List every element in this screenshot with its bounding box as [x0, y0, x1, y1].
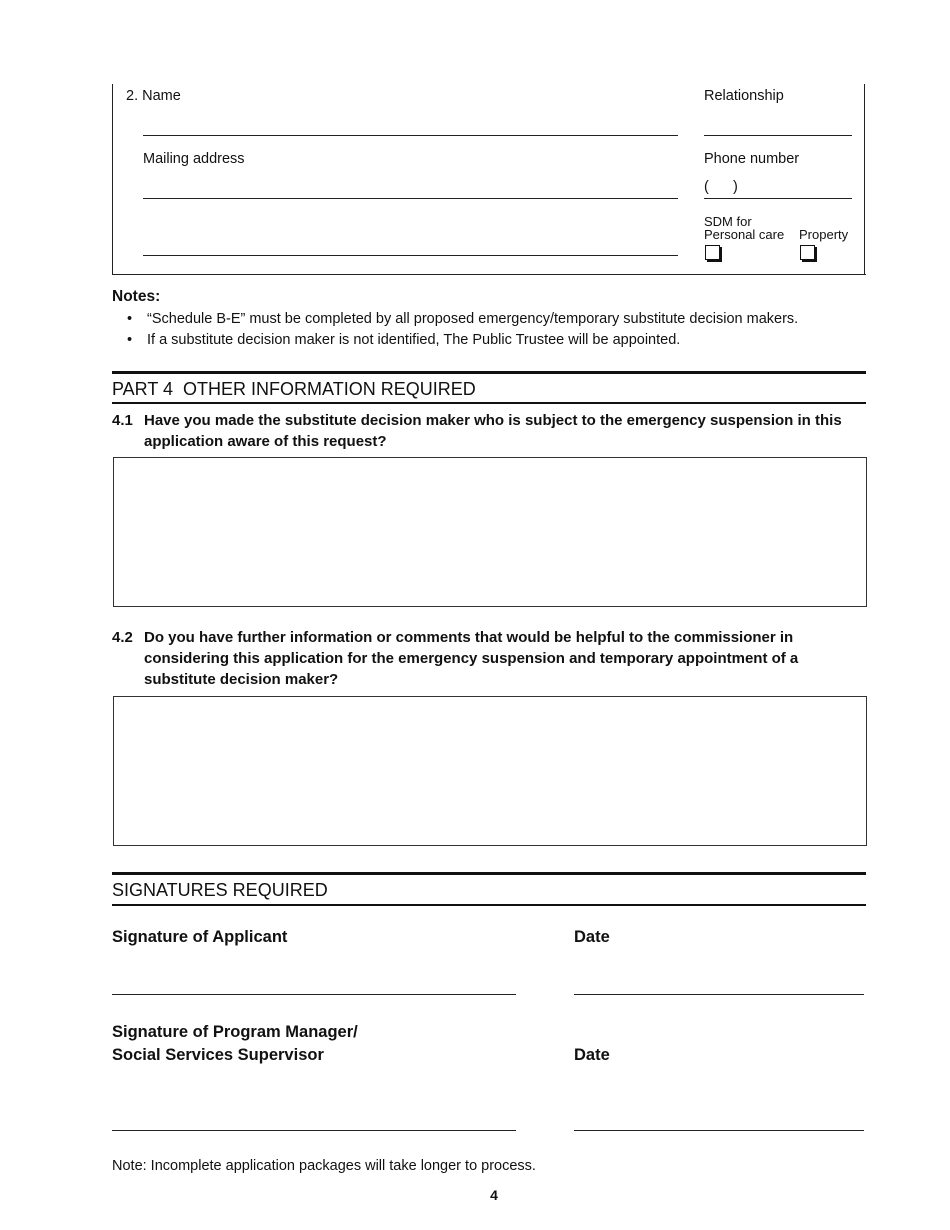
notes-bullet-2: • — [127, 332, 133, 348]
personal-care-checkbox[interactable] — [705, 245, 720, 260]
mailing-address-label: Mailing address — [143, 151, 245, 167]
property-checkbox[interactable] — [800, 245, 815, 260]
q41-text: Have you made the substitute decision maker who is subject to the emergency suspension in this application aware of this request? — [144, 412, 842, 450]
frame-bottom-border — [112, 274, 866, 275]
personal-care-label: Personal care — [704, 227, 785, 242]
name-label: 2. Name — [126, 88, 181, 104]
q41-answer-box[interactable] — [113, 457, 867, 607]
manager-signature-label-line1: Signature of Program Manager/ — [112, 1023, 358, 1041]
notes-item-2: If a substitute decision maker is not identified, The Public Trustee will be appointed. — [147, 332, 681, 348]
manager-date-field[interactable] — [574, 1130, 864, 1131]
applicant-signature-field[interactable] — [112, 994, 516, 995]
q42-number: 4.2 — [112, 629, 133, 646]
mailing-address-field-1[interactable] — [143, 198, 678, 199]
relationship-label: Relationship — [704, 88, 784, 104]
q42-text: Do you have further information or comments that would be helpful to the commissioner in considering this application for the emergency suspension and temporary appointment of a substitute decision maker? — [144, 629, 799, 688]
phone-area-code-format: ( ) — [704, 179, 738, 195]
frame-left-border — [112, 84, 113, 275]
q42-answer-box[interactable] — [113, 696, 867, 846]
part4-bottom-rule — [112, 402, 866, 404]
name-field[interactable] — [143, 135, 678, 136]
mailing-address-field-2[interactable] — [143, 255, 678, 256]
notes-title: Notes: — [112, 288, 161, 305]
applicant-date-label: Date — [574, 928, 610, 946]
notes-item-1: “Schedule B-E” must be completed by all proposed emergency/temporary substitute decision makers. — [147, 311, 799, 327]
q41-number: 4.1 — [112, 412, 133, 429]
manager-signature-label-line2: Social Services Supervisor — [112, 1046, 324, 1064]
notes-bullet-1: • — [127, 311, 133, 327]
manager-signature-field[interactable] — [112, 1130, 516, 1131]
sdm-for-label: SDM for — [704, 214, 752, 229]
manager-date-label: Date — [574, 1046, 610, 1064]
footer-note: Note: Incomplete application packages will take longer to process. — [112, 1158, 536, 1174]
page-number: 4 — [490, 1187, 498, 1203]
applicant-signature-label: Signature of Applicant — [112, 928, 288, 946]
part4-title: PART 4 OTHER INFORMATION REQUIRED — [112, 379, 476, 399]
signatures-top-rule — [112, 872, 866, 875]
signatures-bottom-rule — [112, 904, 866, 906]
phone-field[interactable] — [704, 198, 852, 199]
part4-top-rule — [112, 371, 866, 374]
frame-right-border — [864, 84, 865, 275]
phone-label: Phone number — [704, 151, 800, 167]
signatures-title: SIGNATURES REQUIRED — [112, 880, 328, 900]
relationship-field[interactable] — [704, 135, 852, 136]
applicant-date-field[interactable] — [574, 994, 864, 995]
property-label: Property — [799, 227, 849, 242]
